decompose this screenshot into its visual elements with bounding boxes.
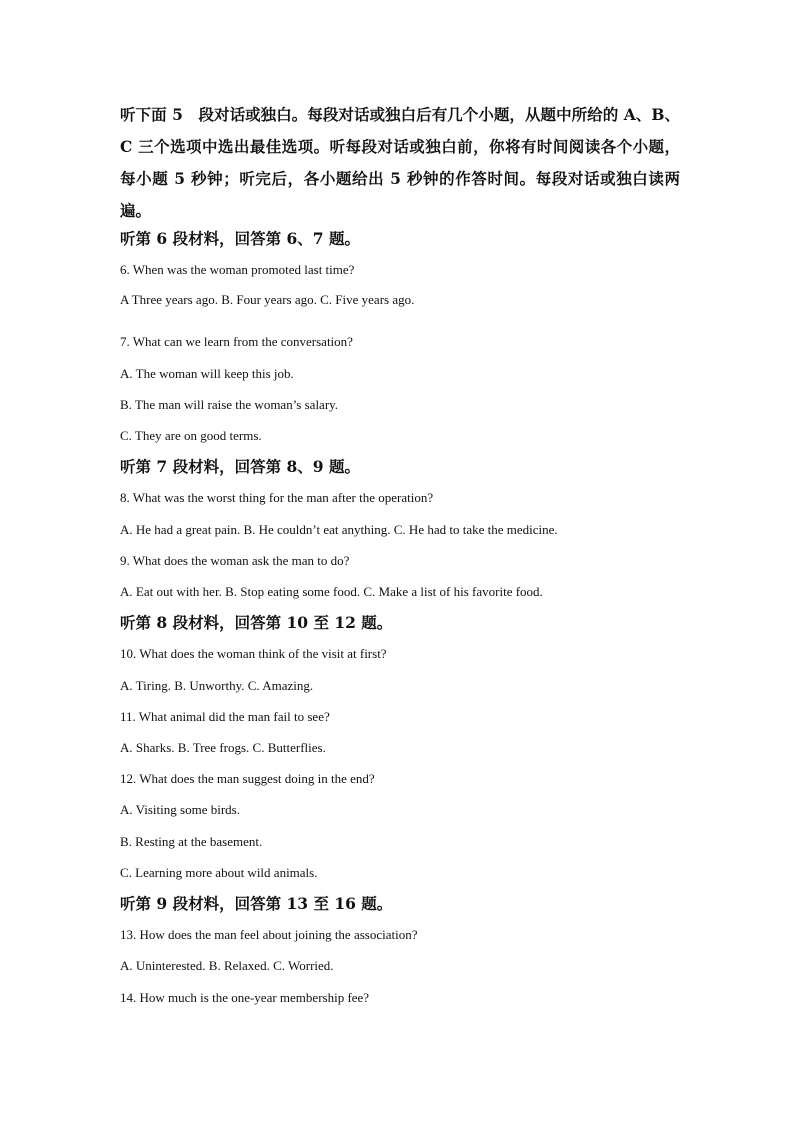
option-line: A. Sharks. B. Tree frogs. C. Butterflies. [120, 740, 326, 755]
question-line: 7. What can we learn from the conversation? [120, 334, 353, 349]
section-heading-9: 听第 9 段材料，回答第 13 至 16 题。 [120, 894, 393, 913]
question-line: 9. What does the woman ask the man to do? [120, 553, 350, 568]
question-line: 11. What animal did the man fail to see? [120, 709, 330, 724]
section-heading-8: 听第 8 段材料，回答第 10 至 12 题。 [120, 613, 393, 632]
question-line: 12. What does the man suggest doing in the end? [120, 771, 375, 786]
option-line: B. The man will raise the woman’s salary. [120, 397, 339, 412]
option-line: C. Learning more about wild animals. [120, 865, 318, 880]
option-line: A. Tiring. B. Unworthy. C. Amazing. [120, 678, 314, 693]
question-line: 10. What does the woman think of the visit at first? [120, 646, 387, 661]
option-line: A. Eat out with her. B. Stop eating some food. C. Make a list of his favorite food. [120, 584, 543, 599]
question-line: 13. How does the man feel about joining the association? [120, 927, 418, 942]
option-line: A. The woman will keep this job. [120, 366, 294, 381]
option-line: A. Uninterested. B. Relaxed. C. Worried. [120, 958, 334, 973]
option-line: A. Visiting some birds. [120, 802, 240, 817]
section-heading-6: 听第 6 段材料，回答第 6、7 题。 [120, 229, 360, 248]
question-line: 6. When was the woman promoted last time? [120, 262, 355, 277]
option-line: A. He had a great pain. B. He couldn’t eat anything. C. He had to take the medicine. [120, 522, 558, 537]
question-line: 14. How much is the one-year membership fee? [120, 990, 370, 1005]
option-line: C. They are on good terms. [120, 428, 262, 443]
option-line: A Three years ago. B. Four years ago. C. Five years ago. [120, 292, 415, 307]
instructions-paragraph: 听下面 5 段对话或独白。每段对话或独白后有几个小题，从题中所给的 A、B、C 三个选项中选出最佳选项。听每段对话或独白前，你将有时间阅读各个小题，每小题 5 秒钟；听完后，各小题给出 5 秒钟的作答时间。每段对话或独白读两遍。 [120, 105, 680, 220]
option-line: B. Resting at the basement. [120, 834, 263, 849]
section-heading-7: 听第 7 段材料，回答第 8、9 题。 [120, 457, 360, 476]
question-line: 8. What was the worst thing for the man after the operation? [120, 490, 434, 505]
